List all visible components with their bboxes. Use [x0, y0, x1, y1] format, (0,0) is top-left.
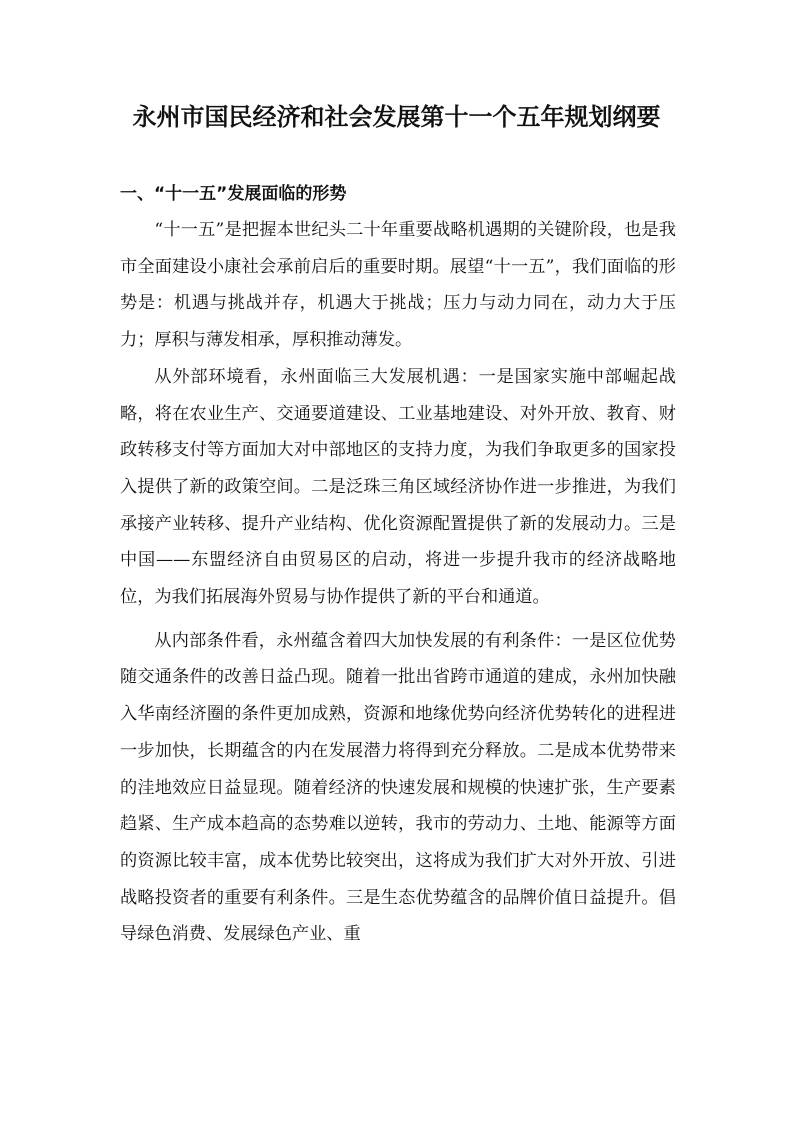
- paragraph-2: 从外部环境看，永州面临三大发展机遇：一是国家实施中部崛起战略，将在农业生产、交通要道建设、工业基地建设、对外开放、教育、财政转移支付等方面加大对中部地区的支持力度，为我们争取更多的国家投入提供了新的政策空间。二是泛珠三角区域经济协作进一步推进，为我们承接产业转移、提升产业结构、优化资源配置提供了新的发展动力。三是中国——东盟经济自由贸易区的启动，将进一步提升我市的经济战略地位，为我们拓展海外贸易与协作提供了新的平台和通道。: [120, 366, 676, 608]
- document-body: [120, 212, 676, 953]
- section-heading: 一、“十一五”发展面临的形势: [120, 184, 347, 204]
- paragraph-3: 从内部条件看，永州蕴含着四大加快发展的有利条件：一是区位优势随交通条件的改善日益凸现。随着一批出省跨市通道的建成，永州加快融入华南经济圈的条件更加成熟，资源和地缘优势向经济优势转化的进程进一步加快，长期蕴含的内在发展潜力将得到充分释放。二是成本优势带来的洼地效应日益显现。随着经济的快速发展和规模的快速扩张，生产要素趋紧、生产成本趋高的态势难以逆转，我市的劳动力、土地、能源等方面的资源比较丰富，成本优势比较突出，这将成为我们扩大对外开放、引进战略投资者的重要有利条件。三是生态优势蕴含的品牌价值日益提升。倡导绿色消费、发展绿色产业、重: [120, 630, 676, 945]
- paragraph-1: “十一五”是把握本世纪头二十年重要战略机遇期的关键阶段，也是我市全面建设小康社会承前启后的重要时期。展望“十一五”，我们面临的形势是：机遇与挑战并存，机遇大于挑战；压力与动力同在，动力大于压力；厚积与薄发相承，厚积推动薄发。: [120, 220, 676, 351]
- document-title: 永州市国民经济和社会发展第十一个五年规划纲要: [132, 102, 661, 131]
